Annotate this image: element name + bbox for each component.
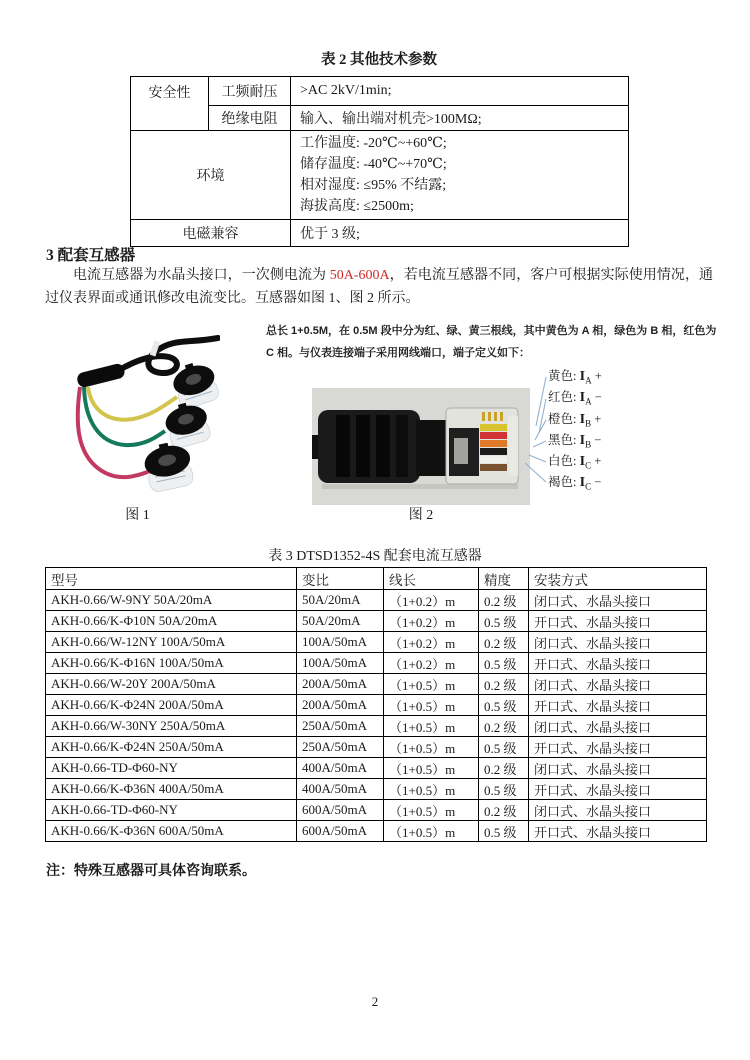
polarity-sign: + [591, 369, 602, 383]
table3-cell: 0.5 级 [479, 611, 529, 632]
table3-cell: 闭口式、水晶头接口 [529, 674, 707, 695]
table3-cell: 600A/50mA [297, 821, 384, 842]
table2-cell-safety: 安全性 [131, 77, 209, 131]
table2-row [131, 131, 629, 220]
table3-cell: （1+0.2）m [384, 590, 479, 611]
wire-color-label: 黄色: [548, 369, 580, 383]
wire-color-label: 褐色: [548, 475, 580, 490]
table3-row [46, 674, 707, 695]
polarity-sign: + [591, 411, 602, 426]
table2-row [131, 77, 629, 106]
figure2-photo [312, 388, 530, 505]
table3 [45, 567, 707, 842]
boot-ridge [396, 415, 408, 477]
table3-cell: （1+0.5）m [384, 737, 479, 758]
table3-cell: 开口式、水晶头接口 [529, 695, 707, 716]
note-text: 注：特殊互感器可具体咨询联系。 [46, 864, 256, 879]
polarity-sign: − [591, 390, 602, 405]
current-symbol: I [579, 432, 586, 448]
table3-row [46, 632, 707, 653]
gold-pin [494, 412, 497, 421]
table3-row [46, 611, 707, 632]
table3-cell: （1+0.2）m [384, 611, 479, 632]
table3-cell: 100A/50mA [297, 653, 384, 674]
wire-color-label: 红色: [548, 390, 580, 405]
table3-cell: 0.2 级 [479, 758, 529, 779]
table3-row [46, 716, 707, 737]
table3-header: 安装方式 [529, 568, 707, 590]
table3-row [46, 653, 707, 674]
current-symbol: I [579, 369, 586, 384]
table3-cell: AKH-0.66/K-Φ36N 400A/50mA [46, 779, 297, 800]
table3-cell: AKH-0.66-TD-Φ60-NY [46, 758, 297, 779]
phase-subscript: C [585, 460, 592, 471]
table3-cell: （1+0.5）m [384, 674, 479, 695]
table2-cell: >AC 2kV/1min; [291, 77, 629, 106]
table3-cell: AKH-0.66/W-30NY 250A/50mA [46, 716, 297, 737]
wire-color-label: 橙色: [548, 411, 580, 426]
table3-cell: 0.5 级 [479, 653, 529, 674]
table3-cell: 400A/50mA [297, 758, 384, 779]
gold-pin [488, 412, 491, 421]
table3-cell: 开口式、水晶头接口 [529, 821, 707, 842]
table3-header-row [46, 568, 707, 590]
table3-cell: 200A/50mA [297, 674, 384, 695]
table3-cell: 闭口式、水晶头接口 [529, 590, 707, 611]
env-line: 相对湿度: ≤95% 不结露; [300, 178, 447, 193]
table3-cell: 50A/20mA [297, 611, 384, 632]
table2-row [131, 220, 629, 247]
current-symbol: I [579, 475, 586, 491]
table2-cell-emc: 电磁兼容 [131, 220, 291, 247]
table3-cell: （1+0.5）m [384, 695, 479, 716]
table2-cell [291, 131, 629, 220]
table3-cell: 400A/50mA [297, 779, 384, 800]
table3-cell: 闭口式、水晶头接口 [529, 800, 707, 821]
terminal-label [548, 409, 602, 430]
terminal-label [548, 387, 602, 408]
table3-cell: 闭口式、水晶头接口 [529, 632, 707, 653]
boot-ridge [376, 415, 390, 477]
connector-neck [416, 420, 450, 476]
table2-cell: 优于 3 级; [291, 220, 629, 247]
yellow-wire [88, 387, 177, 420]
table3-body [46, 590, 707, 842]
terminal-label [548, 366, 602, 387]
env-line: 工作温度: -20℃~+60℃; [300, 136, 447, 151]
table3-cell: 0.2 级 [479, 632, 529, 653]
terminal-label [548, 472, 602, 493]
boot-ridge [336, 415, 350, 477]
table3-cell: 0.5 级 [479, 695, 529, 716]
wire-color-label: 黑色: [548, 432, 580, 447]
table2-cell: 工频耐压 [209, 77, 291, 106]
current-symbol: I [579, 411, 586, 427]
table3-cell: （1+0.5）m [384, 716, 479, 737]
table3-cell: AKH-0.66/K-Φ24N 200A/50mA [46, 695, 297, 716]
white-wire-strip [480, 456, 507, 463]
current-range-text: 50A-600A [329, 268, 390, 283]
para-text: 电流互感器为水晶头接口，一次侧电流为 [73, 268, 330, 283]
cable-splitter [76, 362, 126, 388]
table3-cell: 250A/50mA [297, 737, 384, 758]
table3-cell: 0.5 级 [479, 821, 529, 842]
table3-header: 变比 [297, 568, 384, 590]
shadow [322, 484, 518, 489]
table2-cell: 输入、输出端对机壳>100MΩ; [291, 106, 629, 131]
phase-subscript: B [585, 418, 592, 429]
table3-header: 线长 [384, 568, 479, 590]
phase-subscript: A [585, 375, 592, 386]
table3-cell: 0.2 级 [479, 716, 529, 737]
figure2-caption: 图 2 [408, 508, 434, 523]
table3-cell: AKH-0.66-TD-Φ60-NY [46, 800, 297, 821]
table3-caption: 表 3 DTSD1352-4S 配套电流互感器 [268, 549, 482, 564]
phase-subscript: C [585, 481, 592, 492]
page-number: 2 [371, 994, 379, 1009]
black-wire-strip [480, 448, 507, 455]
green-wire [84, 387, 165, 445]
table3-cell: 100A/50mA [297, 632, 384, 653]
table3-cell: 0.5 级 [479, 737, 529, 758]
current-symbol: I [579, 454, 586, 470]
table3-row [46, 590, 707, 611]
current-transformer [162, 398, 213, 449]
brown-wire-strip [480, 464, 507, 471]
figure-note [266, 320, 726, 364]
table3-cell: 开口式、水晶头接口 [529, 779, 707, 800]
current-transformer [141, 439, 196, 494]
terminal-label [548, 430, 602, 451]
table3-cell: 开口式、水晶头接口 [529, 653, 707, 674]
env-line: 储存温度: -40℃~+70℃; [300, 157, 447, 172]
table3-cell: AKH-0.66/K-Φ36N 600A/50mA [46, 821, 297, 842]
table3-cell: （1+0.2）m [384, 632, 479, 653]
table3-cell: 0.5 级 [479, 779, 529, 800]
table3-row [46, 758, 707, 779]
table3-cell: 250A/50mA [297, 716, 384, 737]
table3-cell: 闭口式、水晶头接口 [529, 758, 707, 779]
table2 [130, 76, 629, 247]
table2-cell: 绝缘电阻 [209, 106, 291, 131]
red-wire-strip [480, 432, 507, 439]
table3-cell: （1+0.5）m [384, 758, 479, 779]
table3-row [46, 695, 707, 716]
phase-subscript: B [585, 439, 592, 450]
boot-ridge [356, 415, 370, 477]
table2-cell-env: 环境 [131, 131, 291, 220]
table3-row [46, 737, 707, 758]
table3-cell: AKH-0.66/W-12NY 100A/50mA [46, 632, 297, 653]
table3-cell: 开口式、水晶头接口 [529, 737, 707, 758]
table3-cell: （1+0.5）m [384, 821, 479, 842]
table2-caption: 表 2 其他技术参数 [321, 52, 437, 68]
figure-note-line1: 总长 1+0.5M，在 0.5M 段中分为红、绿、黄三根线，其中黄色为 A 相，绿色为 B 相，红色为 [266, 325, 717, 337]
section-heading: 3 配套互感器 [46, 247, 136, 264]
table3-header: 型号 [46, 568, 297, 590]
para-text: ，若电流互感器不同，客户可根据实际使用情况，通过仪表界面或通讯修改电流变比。互感器如图 1、图 2 所示。 [45, 268, 714, 306]
table3-cell: 0.2 级 [479, 590, 529, 611]
table3-cell: 开口式、水晶头接口 [529, 611, 707, 632]
table3-cell: 200A/50mA [297, 695, 384, 716]
phase-subscript: A [585, 396, 592, 407]
table3-cell: 闭口式、水晶头接口 [529, 716, 707, 737]
reflection [454, 438, 468, 464]
table3-cell: 600A/50mA [297, 800, 384, 821]
table3-row [46, 800, 707, 821]
red-wire [78, 387, 150, 477]
current-symbol: I [579, 390, 586, 406]
wire-color-label: 白色: [548, 454, 580, 469]
table3-cell: 50A/20mA [297, 590, 384, 611]
table3-cell: AKH-0.66/K-Φ16N 100A/50mA [46, 653, 297, 674]
table3-row [46, 821, 707, 842]
table3-cell: AKH-0.66/W-9NY 50A/20mA [46, 590, 297, 611]
gold-pin [482, 412, 485, 421]
figure1-caption: 图 1 [125, 508, 150, 523]
polarity-sign: + [591, 454, 602, 469]
table3-cell: （1+0.5）m [384, 800, 479, 821]
polarity-sign: − [591, 432, 602, 447]
table3-row [46, 779, 707, 800]
crystal-tip [508, 416, 518, 476]
orange-wire-strip [480, 440, 507, 447]
table3-header: 精度 [479, 568, 529, 590]
figure-note-line2: C 相。与仪表连接端子采用网线端口，端子定义如下： [266, 347, 530, 359]
table3-cell: AKH-0.66/W-20Y 200A/50mA [46, 674, 297, 695]
rj45-connector-drawing [312, 388, 530, 505]
table3-cell: （1+0.2）m [384, 653, 479, 674]
env-line: 海拔高度: ≤2500m; [300, 199, 414, 214]
table3-cell: AKH-0.66/K-Φ10N 50A/20mA [46, 611, 297, 632]
yellow-wire-strip [480, 424, 507, 431]
gold-pin [500, 412, 503, 421]
table3-cell: 0.2 级 [479, 800, 529, 821]
figure1-photo [55, 335, 220, 505]
table3-cell: （1+0.5）m [384, 779, 479, 800]
table3-cell: AKH-0.66/K-Φ24N 250A/50mA [46, 737, 297, 758]
table3-cell: 0.2 级 [479, 674, 529, 695]
polarity-sign: − [591, 475, 602, 490]
terminal-label [548, 451, 602, 472]
terminal-labels [548, 366, 602, 494]
intro-paragraph [45, 264, 713, 310]
